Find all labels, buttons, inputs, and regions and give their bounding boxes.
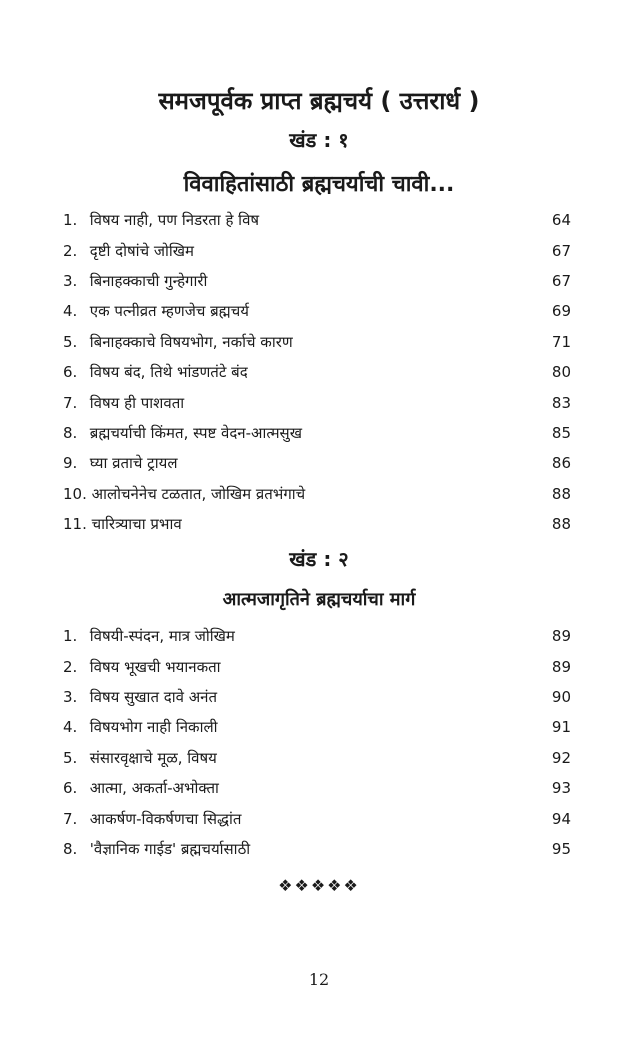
toc-entry xyxy=(63,205,571,235)
toc-entry-page: 88 xyxy=(551,484,571,503)
toc-entry-number: 5. xyxy=(63,748,78,767)
toc-entry-number: 8. xyxy=(63,423,78,442)
toc-entry-title: विषय भूखची भयानकता xyxy=(89,657,221,676)
toc-entry xyxy=(63,651,571,681)
section-2-subtitle: आत्मजागृतिने ब्रह्मचर्याचा मार्ग xyxy=(222,589,416,610)
toc-entry xyxy=(63,296,571,326)
toc-entry-title: ब्रह्मचर्याची किंमत, स्पष्ट वेदन-आत्मसुख xyxy=(89,423,302,442)
toc-entry-title: बिनाहक्काचे विषयभोग, नर्काचे कारण xyxy=(89,332,293,351)
toc-entry xyxy=(63,509,571,539)
toc-entry xyxy=(63,773,571,803)
toc-entry-number: 4. xyxy=(63,302,78,321)
toc-entry-title: विषय बंद, तिथे भांडणतंटे बंद xyxy=(89,363,248,382)
toc-entry xyxy=(63,712,571,742)
toc-entry xyxy=(63,266,571,296)
toc-entry-page: 83 xyxy=(551,393,571,412)
toc-entry-page: 67 xyxy=(551,271,571,290)
toc-entry-title: आलोचनेनेच टळतात, जोखिम व्रतभंगाचे xyxy=(91,484,306,503)
toc-entry-number: 7. xyxy=(63,393,78,412)
ornament-divider: ❖❖❖❖❖ xyxy=(278,876,360,895)
toc-entry-title: दृष्टी दोषांचे जोखिम xyxy=(89,241,194,260)
toc-entry-number: 9. xyxy=(63,454,78,473)
toc-entry-page: 93 xyxy=(551,779,571,798)
toc-entry-number: 4. xyxy=(63,718,78,737)
toc-entry-title: विषयभोग नाही निकाली xyxy=(89,718,218,737)
toc-entry-number: 8. xyxy=(63,839,78,858)
toc-entry-number: 3. xyxy=(63,271,78,290)
toc-entry-title: विषय ही पाशवता xyxy=(89,393,185,412)
toc-entry-title: संसारवृक्षाचे मूळ, विषय xyxy=(89,748,217,767)
section-2-toc xyxy=(63,621,571,864)
toc-entry xyxy=(63,682,571,712)
section-2-heading: खंड : २ xyxy=(289,547,349,571)
toc-entry-title: आत्मा, अकर्ता-अभोक्ता xyxy=(89,779,219,798)
toc-entry-title: एक पत्नीव्रत म्हणजेच ब्रह्मचर्य xyxy=(89,302,249,321)
toc-entry-page: 95 xyxy=(551,839,571,858)
toc-entry-page: 91 xyxy=(551,718,571,737)
toc-entry-number: 6. xyxy=(63,779,78,798)
page-title: समजपूर्वक प्राप्त ब्रह्मचर्य ( उत्तरार्ध ) xyxy=(158,87,480,115)
toc-entry xyxy=(63,357,571,387)
section-1-heading: खंड : १ xyxy=(289,128,349,152)
toc-entry-number: 2. xyxy=(63,241,78,260)
toc-entry xyxy=(63,418,571,448)
toc-entry-page: 67 xyxy=(551,241,571,260)
page-number: 12 xyxy=(308,970,330,989)
toc-entry-page: 94 xyxy=(551,809,571,828)
toc-entry-page: 90 xyxy=(551,687,571,706)
toc-entry-page: 88 xyxy=(551,515,571,534)
toc-entry xyxy=(63,803,571,833)
toc-entry-page: 69 xyxy=(551,302,571,321)
section-1-subtitle: विवाहितांसाठी ब्रह्मचर्याची चावी... xyxy=(183,172,455,197)
toc-entry-number: 2. xyxy=(63,657,78,676)
toc-entry-page: 92 xyxy=(551,748,571,767)
toc-entry-number: 10. xyxy=(63,484,87,503)
toc-entry-title: 'वैज्ञानिक गाईड' ब्रह्मचर्यासाठी xyxy=(89,839,251,858)
toc-entry xyxy=(63,743,571,773)
toc-entry-page: 71 xyxy=(551,332,571,351)
toc-entry xyxy=(63,834,571,864)
toc-entry-number: 7. xyxy=(63,809,78,828)
toc-entry-number: 6. xyxy=(63,363,78,382)
toc-entry-page: 80 xyxy=(551,363,571,382)
toc-entry-number: 11. xyxy=(63,515,87,534)
toc-entry-page: 89 xyxy=(551,627,571,646)
toc-entry-title: बिनाहक्काची गुन्हेगारी xyxy=(89,271,208,290)
toc-entry-number: 1. xyxy=(63,211,78,230)
toc-entry xyxy=(63,387,571,417)
toc-entry-number: 3. xyxy=(63,687,78,706)
toc-entry xyxy=(63,621,571,651)
toc-entry-title: विषयी-स्पंदन, मात्र जोखिम xyxy=(89,627,235,646)
toc-entry-number: 5. xyxy=(63,332,78,351)
toc-entry xyxy=(63,448,571,478)
toc-entry-title: घ्या व्रताचे ट्रायल xyxy=(89,454,178,473)
toc-entry-page: 64 xyxy=(551,211,571,230)
toc-entry-title: चारित्र्याचा प्रभाव xyxy=(91,515,182,534)
toc-entry-page: 86 xyxy=(551,454,571,473)
toc-entry-number: 1. xyxy=(63,627,78,646)
toc-entry xyxy=(63,235,571,265)
toc-entry-title: विषय नाही, पण निडरता हे विष xyxy=(89,211,260,230)
section-1-toc xyxy=(63,205,571,539)
toc-entry xyxy=(63,479,571,509)
toc-entry-page: 89 xyxy=(551,657,571,676)
toc-entry-title: आकर्षण-विकर्षणचा सिद्धांत xyxy=(89,809,242,828)
toc-entry-page: 85 xyxy=(551,423,571,442)
toc-entry xyxy=(63,327,571,357)
toc-entry-title: विषय सुखात दावे अनंत xyxy=(89,687,218,706)
